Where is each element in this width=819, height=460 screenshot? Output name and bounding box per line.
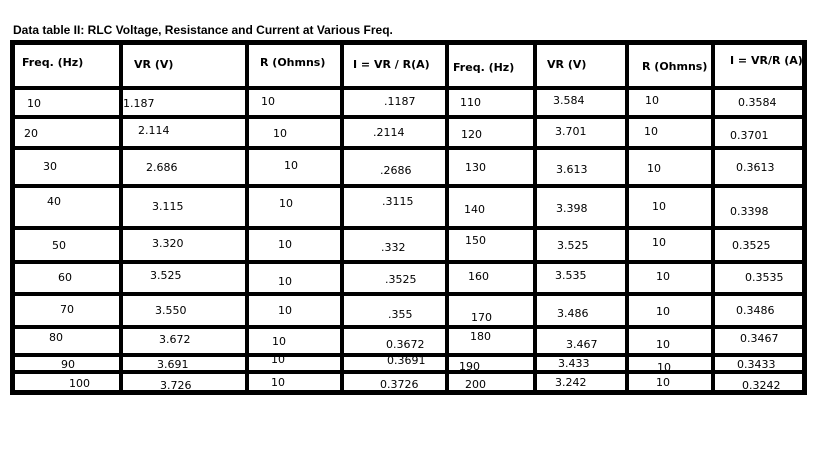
table-cell: 10: [278, 304, 292, 317]
table-cell: 3.672: [159, 333, 191, 346]
column-header: R (Ohmns): [260, 56, 326, 69]
table-cell: 10: [278, 238, 292, 251]
table-cell: 160: [468, 270, 489, 283]
table-cell: 100: [69, 377, 90, 390]
row-divider: [10, 226, 807, 230]
table-cell: .332: [381, 241, 406, 254]
table-cell: .2114: [373, 126, 405, 139]
table-cell: 10: [27, 97, 41, 110]
table-cell: 0.3584: [738, 96, 777, 109]
column-header: I = VR/R (A): [730, 54, 803, 67]
table-cell: 3.550: [155, 304, 187, 317]
table-cell: 170: [471, 311, 492, 324]
table-cell: 3.115: [152, 200, 184, 213]
table-cell: 0.3467: [740, 332, 779, 345]
table-cell: 3.398: [556, 202, 588, 215]
table-cell: 20: [24, 127, 38, 140]
table-cell: 30: [43, 160, 57, 173]
table-cell: 10: [645, 94, 659, 107]
table-cell: 3.726: [160, 379, 192, 392]
table-cell: 0.3398: [730, 205, 769, 218]
table-cell: .355: [388, 308, 413, 321]
table-cell: 10: [272, 335, 286, 348]
table-cell: 3.525: [557, 239, 589, 252]
table-cell: 10: [647, 162, 661, 175]
table-cell: 130: [465, 161, 486, 174]
table-cell: 190: [459, 360, 480, 373]
column-divider: [711, 40, 715, 395]
column-header: Freq. (Hz): [453, 61, 515, 74]
table-cell: 10: [284, 159, 298, 172]
table-cell: 3.535: [555, 269, 587, 282]
table-cell: 0.3525: [732, 239, 771, 252]
table-cell: 150: [465, 234, 486, 247]
column-header: I = VR / R(A): [353, 58, 430, 71]
table-cell: 60: [58, 271, 72, 284]
table-cell: 0.3535: [745, 271, 784, 284]
column-divider: [245, 40, 249, 395]
column-divider: [533, 40, 537, 395]
table-cell: 10: [656, 338, 670, 351]
table-cell: 180: [470, 330, 491, 343]
table-cell: 0.3701: [730, 129, 769, 142]
table-cell: 70: [60, 303, 74, 316]
table-cell: 10: [652, 200, 666, 213]
column-header: VR (V): [134, 58, 174, 71]
column-header: R (Ohmns): [642, 60, 708, 73]
row-divider: [10, 115, 807, 119]
table-cell: 10: [656, 305, 670, 318]
row-divider: [10, 370, 807, 374]
table-cell: 50: [52, 239, 66, 252]
table-cell: .1187: [384, 95, 416, 108]
table-cell: 0.3691: [387, 354, 426, 367]
table-cell: 3.467: [566, 338, 598, 351]
table-cell: 10: [279, 197, 293, 210]
table-cell: .3525: [385, 273, 417, 286]
table-cell: 3.691: [157, 358, 189, 371]
table-cell: 10: [261, 95, 275, 108]
table-cell: 0.3433: [737, 358, 776, 371]
column-divider: [625, 40, 629, 395]
table-cell: 3.701: [555, 125, 587, 138]
table-cell: 10: [271, 376, 285, 389]
table-cell: 40: [47, 195, 61, 208]
table-cell: 3.525: [150, 269, 182, 282]
data-table: [10, 40, 807, 395]
table-cell: 10: [656, 270, 670, 283]
column-divider: [445, 40, 449, 395]
table-cell: 10: [657, 361, 671, 374]
row-divider: [10, 325, 807, 329]
table-cell: 0.3486: [736, 304, 775, 317]
table-cell: .2686: [380, 164, 412, 177]
table-cell: 10: [652, 236, 666, 249]
row-divider: [10, 292, 807, 296]
column-divider: [340, 40, 344, 395]
row-divider: [10, 86, 807, 90]
table-cell: 110: [460, 96, 481, 109]
column-header: Freq. (Hz): [22, 56, 84, 69]
table-cell: 200: [465, 378, 486, 391]
table-cell: 10: [271, 353, 285, 366]
table-cell: 3.486: [557, 307, 589, 320]
table-cell: 10: [273, 127, 287, 140]
table-cell: 10: [644, 125, 658, 138]
table-cell: 0.3726: [380, 378, 419, 391]
column-divider: [119, 40, 123, 395]
table-cell: 3.320: [152, 237, 184, 250]
table-cell: 0.3672: [386, 338, 425, 351]
table-cell: 3.242: [555, 376, 587, 389]
row-divider: [10, 146, 807, 150]
table-title: Data table II: RLC Voltage, Resistance and Current at Various Freq.: [13, 23, 393, 37]
table-cell: 90: [61, 358, 75, 371]
table-cell: 140: [464, 203, 485, 216]
table-cell: 2.114: [138, 124, 170, 137]
table-cell: 3.433: [558, 357, 590, 370]
table-cell: 0.3242: [742, 379, 781, 392]
row-divider: [10, 260, 807, 264]
table-cell: 10: [656, 376, 670, 389]
column-header: VR (V): [547, 58, 587, 71]
table-cell: 3.613: [556, 163, 588, 176]
table-cell: 80: [49, 331, 63, 344]
table-cell: 2.686: [146, 161, 178, 174]
table-cell: 10: [278, 275, 292, 288]
table-cell: 1.187: [123, 97, 155, 110]
table-cell: 3.584: [553, 94, 585, 107]
row-divider: [10, 184, 807, 188]
table-cell: .3115: [382, 195, 414, 208]
table-cell: 0.3613: [736, 161, 775, 174]
table-cell: 120: [461, 128, 482, 141]
